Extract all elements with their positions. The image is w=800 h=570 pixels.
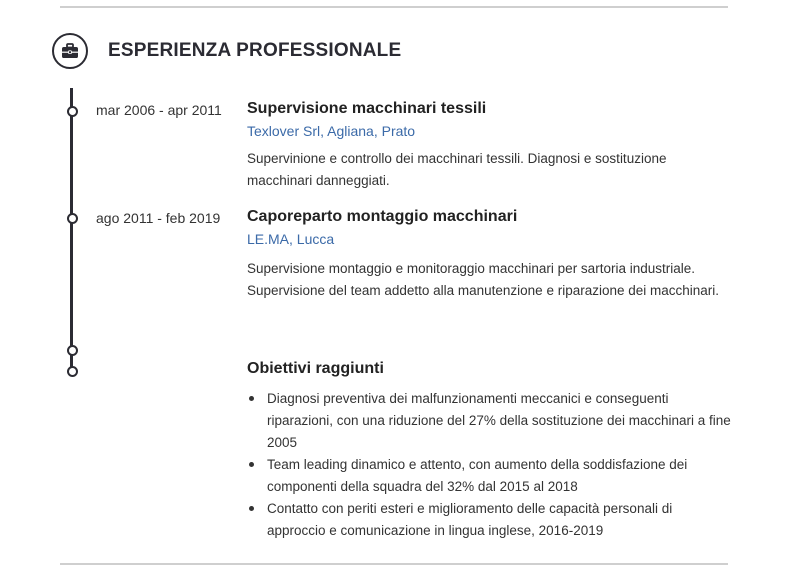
job-title: Caporeparto montaggio macchinari [247, 208, 518, 225]
list-item: Contatto con periti esteri e miglioramento delle capacità personali di approccio e comunicazione in lingua inglese, 2016-2019 [247, 498, 732, 542]
achievements-list [247, 388, 732, 542]
briefcase-icon [52, 33, 88, 69]
section-title: ESPERIENZA PROFESSIONALE [108, 40, 402, 61]
timeline-line [70, 88, 73, 370]
timeline-dot [67, 213, 78, 224]
timeline-dot [67, 366, 78, 377]
job-dates: ago 2011 - feb 2019 [96, 210, 221, 226]
timeline-dot [67, 106, 78, 117]
job-company: Texlover Srl, Agliana, Prato [247, 123, 416, 139]
job-description: Supervinione e controllo dei macchinari tessili. Diagnosi e sostituzione macchinari danneggiati. [247, 151, 667, 188]
list-item: Diagnosi preventiva dei malfunzionamenti meccanici e conseguenti riparazioni, con una riduzione del 27% della sostituzione dei macchinari a fine 2005 [247, 388, 732, 454]
list-item: Team leading dinamico e attento, con aumento della soddisfazione dei componenti della squadra del 32% dal 2015 al 2018 [247, 454, 732, 498]
job-description: Supervisione montaggio e monitoraggio macchinari per sartoria industriale. Supervisione del team addetto alla manutenzione e riparazione dei macchinari. [247, 261, 720, 298]
job-dates: mar 2006 - apr 2011 [96, 102, 222, 118]
top-divider [60, 6, 728, 8]
bottom-divider [60, 563, 728, 565]
timeline-dot [67, 345, 78, 356]
achievements-title: Obiettivi raggiunti [247, 360, 384, 377]
job-title: Supervisione macchinari tessili [247, 100, 487, 117]
job-company: LE.MA, Lucca [247, 231, 335, 247]
